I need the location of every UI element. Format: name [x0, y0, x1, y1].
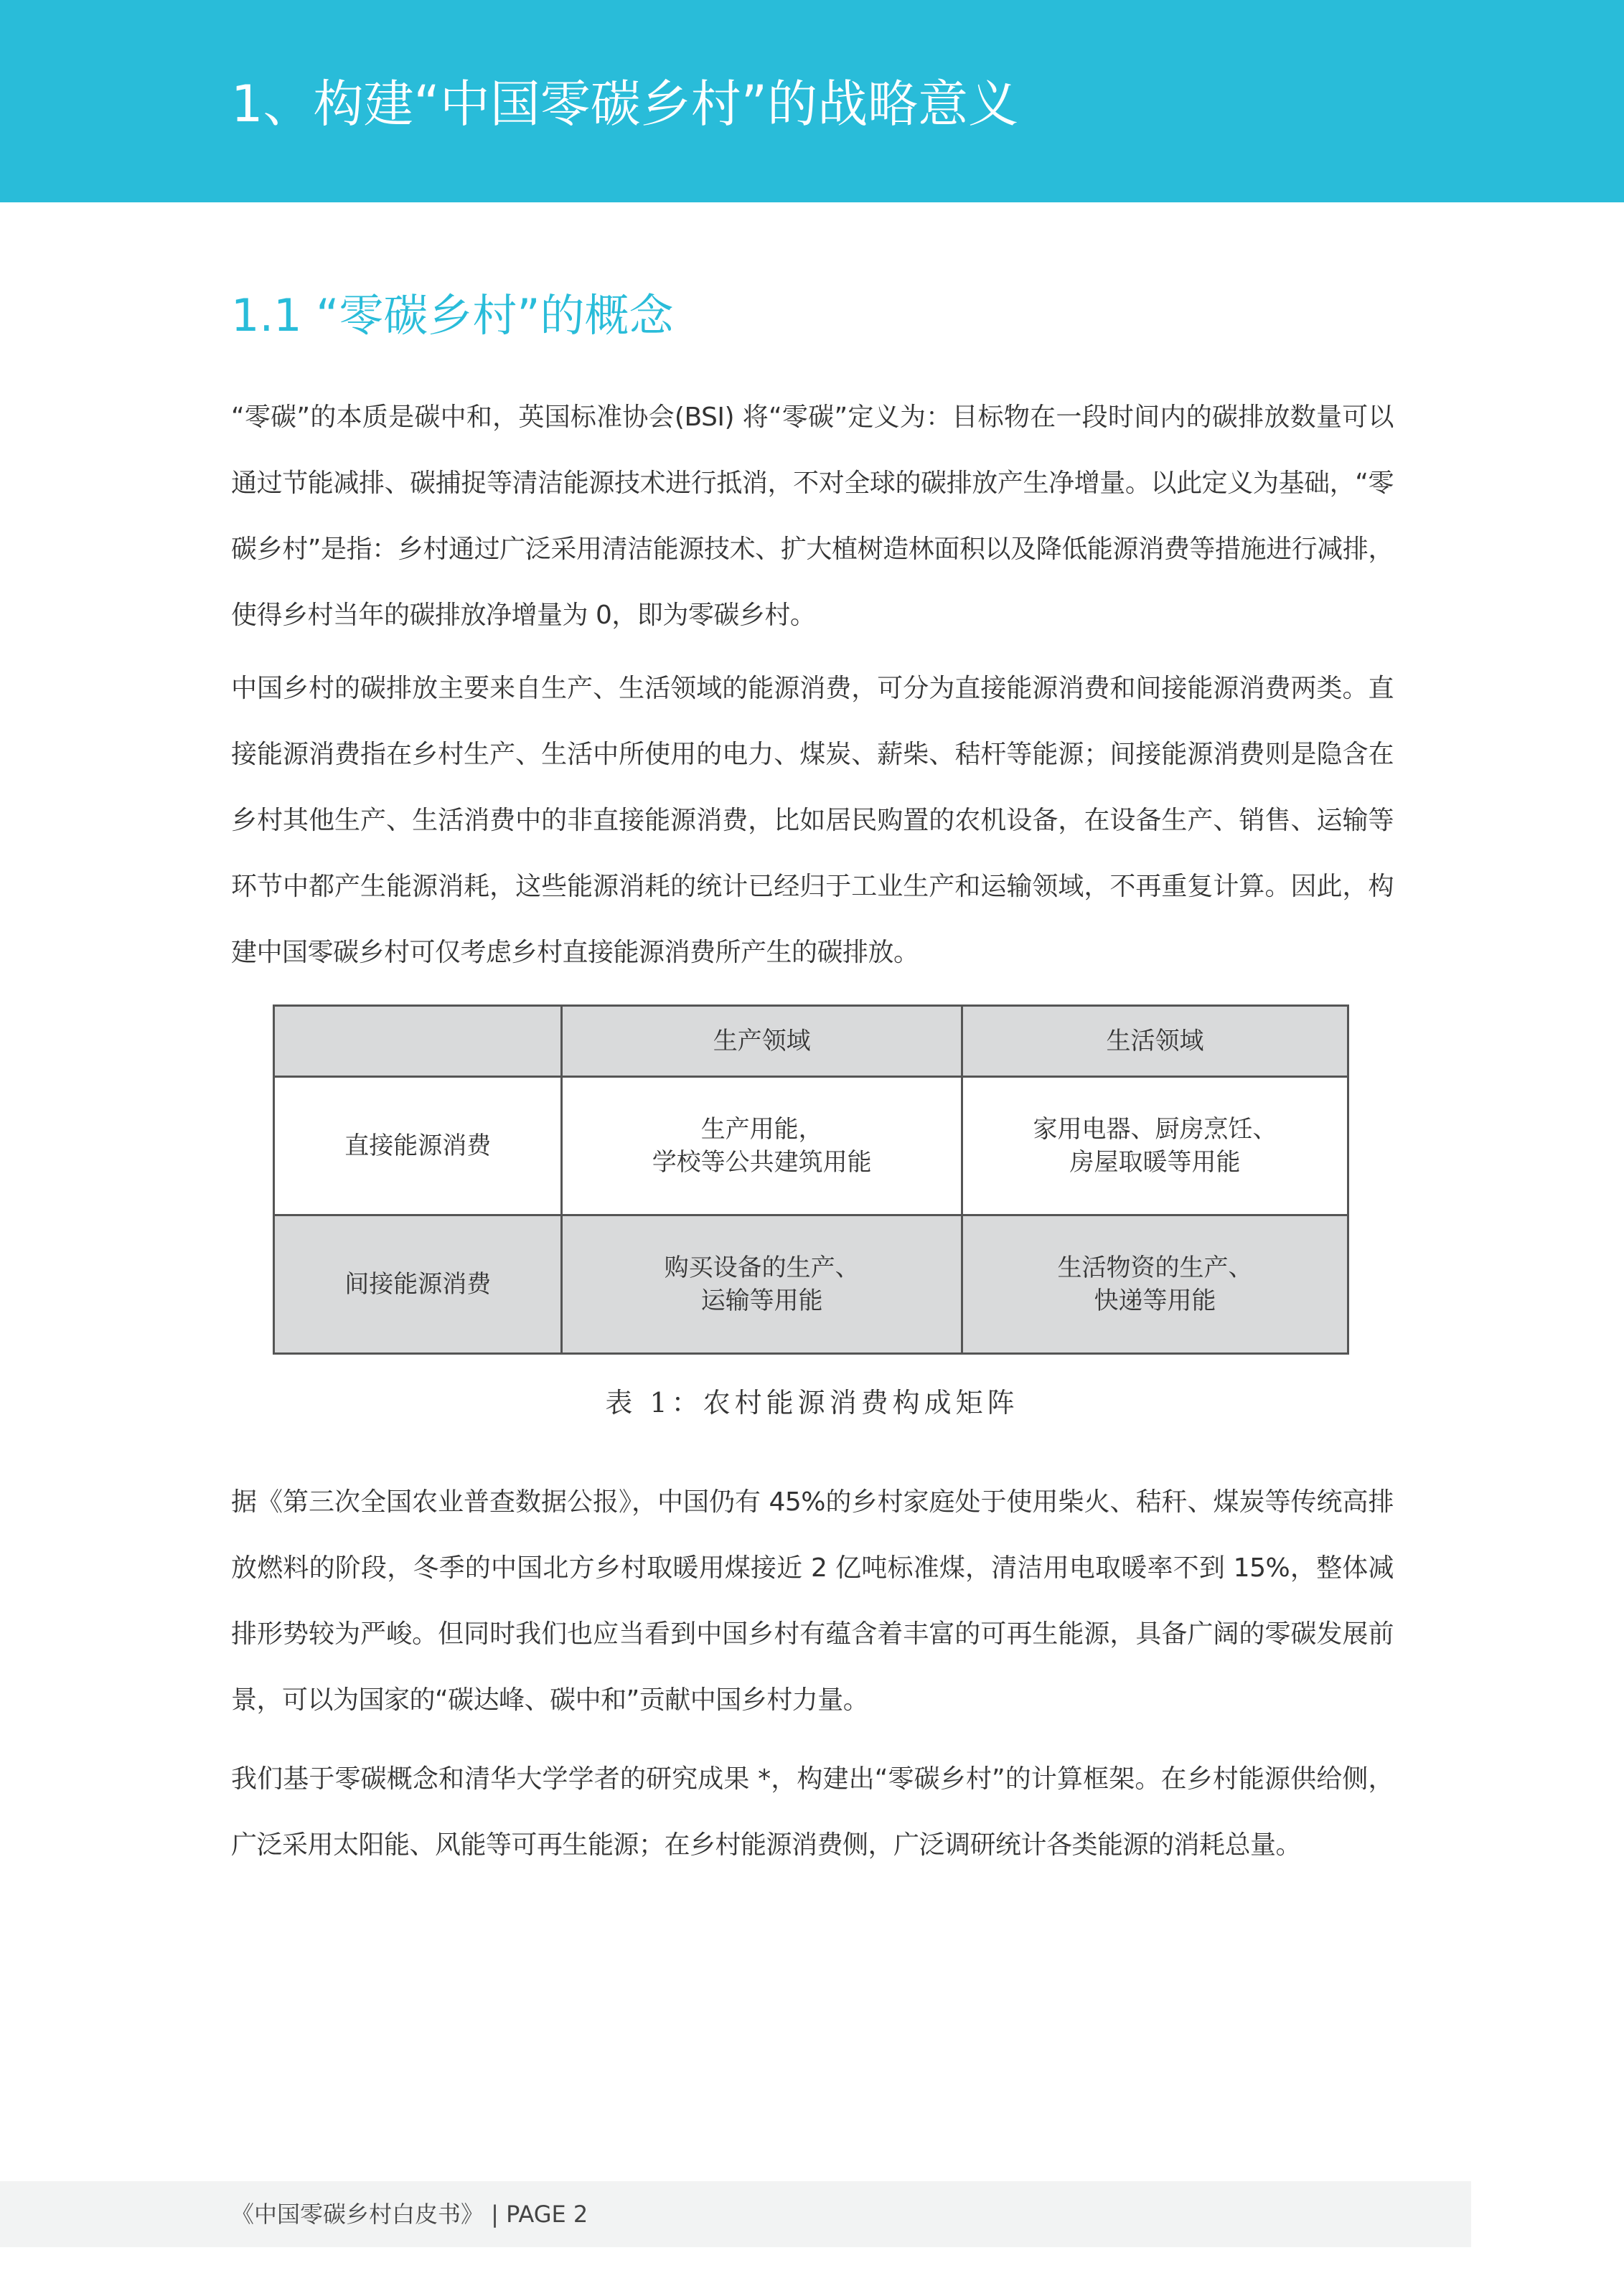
cell-line: 生活物资的生产、 — [1057, 1253, 1253, 1282]
cell-line: 运输等用能 — [700, 1286, 823, 1315]
cell-line: 房屋取暖等用能 — [1069, 1148, 1241, 1177]
energy-consumption-matrix-table — [273, 1004, 1349, 1355]
table-row-indirect — [274, 1215, 1348, 1354]
table-cell-direct-production — [562, 1077, 962, 1215]
table-cell-direct-living — [962, 1077, 1348, 1215]
page-footer — [0, 2181, 1471, 2247]
table-row-label-indirect: 间接能源消费 — [274, 1215, 562, 1354]
section-title: 1.1 “零碳乡村”的概念 — [231, 289, 674, 342]
table-row-direct — [274, 1077, 1348, 1215]
cell-line: 购买设备的生产、 — [664, 1253, 860, 1282]
table-corner-cell — [274, 1006, 562, 1077]
chapter-title: 1、构建“中国零碳乡村”的战略意义 — [231, 75, 1019, 133]
cell-line: 快递等用能 — [1094, 1286, 1216, 1315]
footer-text: 《中国零碳乡村白皮书》 | PAGE 2 — [231, 2201, 588, 2228]
cell-line: 家用电器、厨房烹饪、 — [1033, 1115, 1277, 1144]
chapter-banner — [0, 0, 1624, 202]
paragraph-energy-consumption-types: 中国乡村的碳排放主要来自生产、生活领域的能源消费，可分为直接能源消费和间接能源消费两类。直接能源消费指在乡村生产、生活中所使用的电力、煤炭、薪柴、秸杆等能源；间接能源消费则是隐含在乡村其他生产、生活消费中的非直接能源消费，比如居民购置的农机设备，在设备生产、销售、运输等环节中都产生能源消耗，这些能源消耗的统计已经归于工业生产和运输领域，不再重复计算。因此，构建中国零碳乡村可仅考虑乡村直接能源消费所产生的碳排放。 — [231, 674, 1394, 967]
paragraph-zero-carbon-definition: “零碳”的本质是碳中和，英国标准协会(BSI) 将“零碳”定义为：目标物在一段时间内的碳排放数量可以通过节能减排、碳捕捉等清洁能源技术进行抵消，不对全球的碳排放产生净增量。以此定义为基础，“零碳乡村”是指：乡村通过广泛采用清洁能源技术、扩大植树造林面积以及降低能源消费等措施进行减排，使得乡村当年的碳排放净增量为 0，即为零碳乡村。 — [231, 403, 1394, 630]
table-caption: 表 1：农村能源消费构成矩阵 — [605, 1387, 1019, 1418]
paragraph-census-data: 据《第三次全国农业普查数据公报》，中国仍有 45%的乡村家庭处于使用柴火、秸秆、煤炭等传统高排放燃料的阶段，冬季的中国北方乡村取暖用煤接近 2 亿吨标准煤，清洁用电取暖率不到 15%，整体减排形势较为严峻。但同时我们也应当看到中国乡村有蕴含着丰富的可再生能源，具备广阔的零碳发展前景，可以为国家的“碳达峰、碳中和”贡献中国乡村力量。 — [231, 1487, 1394, 1715]
table-row-label-direct: 直接能源消费 — [274, 1077, 562, 1215]
cell-line: 生产用能， — [700, 1115, 823, 1144]
table-cell-indirect-production — [562, 1215, 962, 1354]
table-header-production: 生产领域 — [562, 1006, 962, 1077]
table-header-row — [274, 1006, 1348, 1077]
cell-line: 学校等公共建筑用能 — [652, 1148, 872, 1177]
table-header-living: 生活领域 — [962, 1006, 1348, 1077]
table-cell-indirect-living — [962, 1215, 1348, 1354]
paragraph-calculation-framework: 我们基于零碳概念和清华大学学者的研究成果 *，构建出“零碳乡村”的计算框架。在乡村能源供给侧，广泛采用太阳能、风能等可再生能源；在乡村能源消费侧，广泛调研统计各类能源的消耗总量。 — [231, 1764, 1394, 1860]
